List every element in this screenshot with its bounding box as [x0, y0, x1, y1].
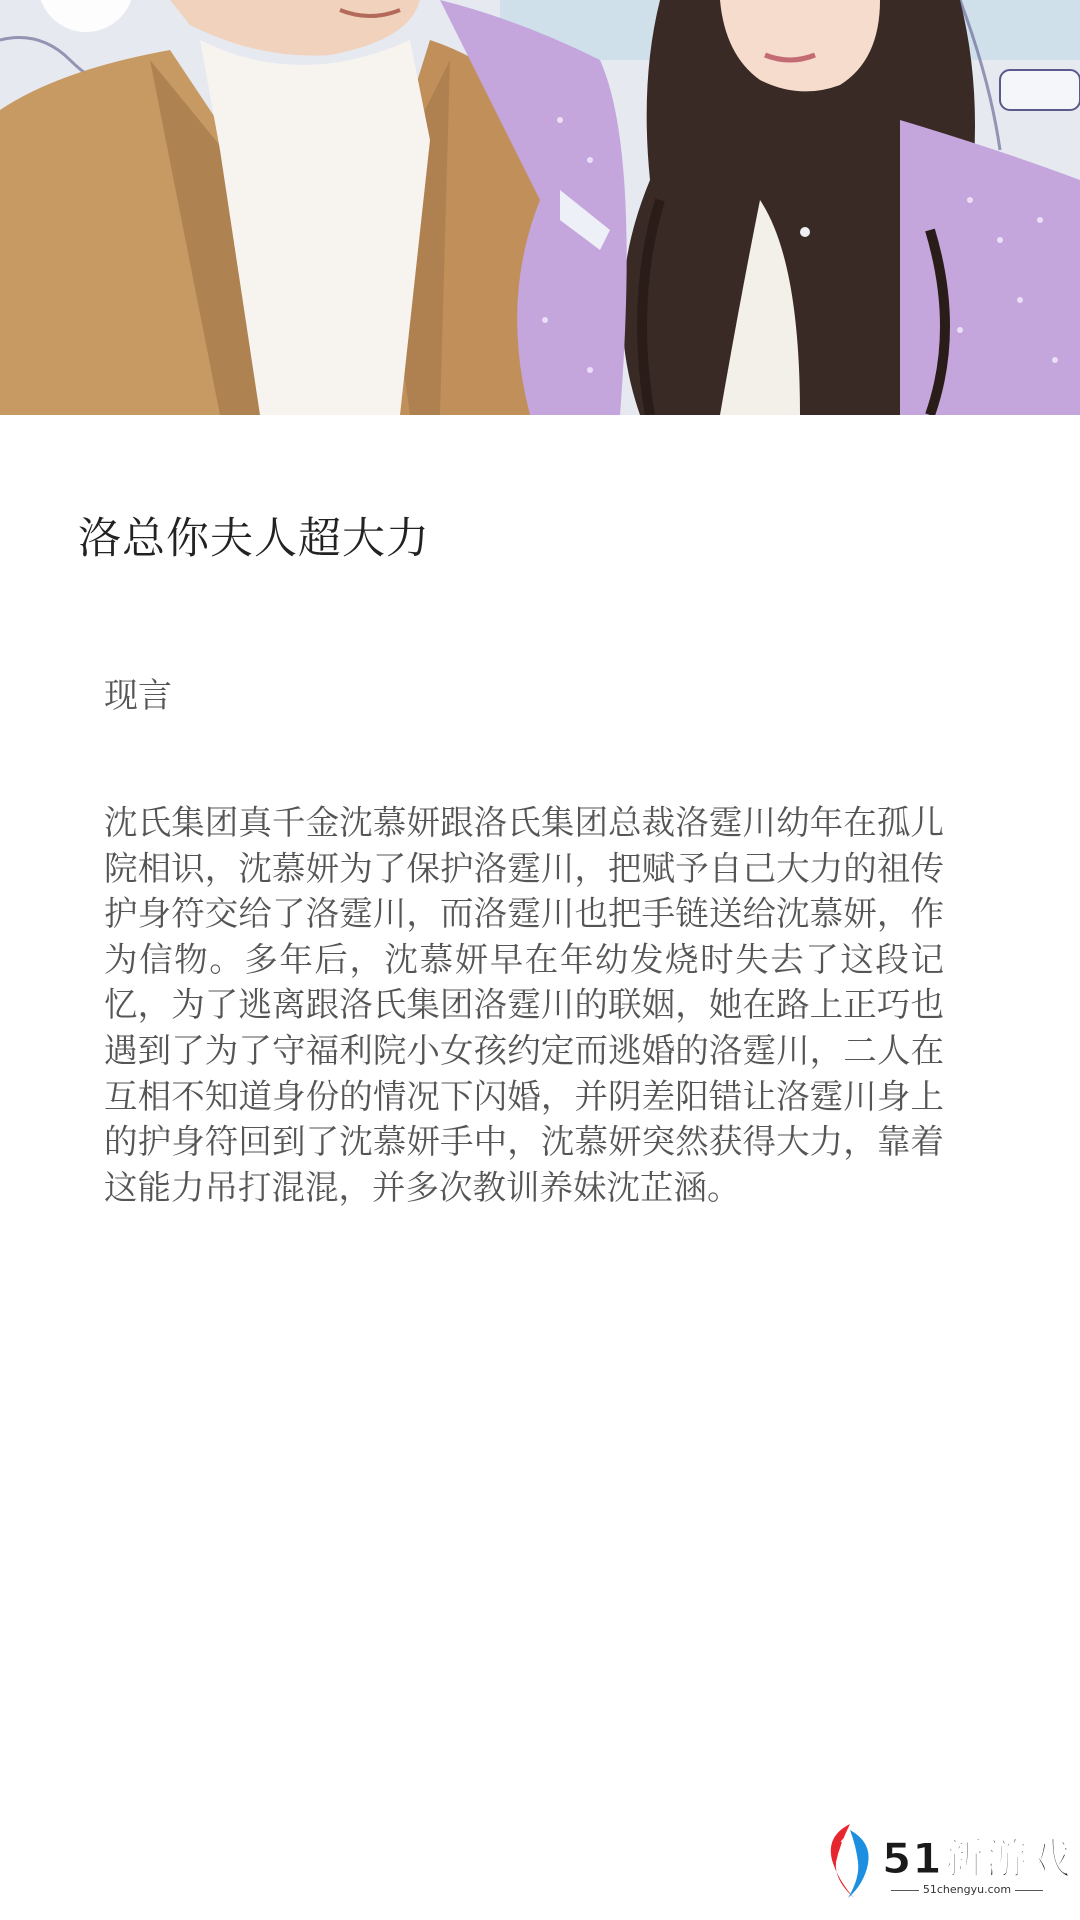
drama-title: 洛总你夫人超大力 [78, 514, 430, 564]
watermark-domain: 51chengyu.com [882, 1883, 1052, 1896]
genre-tag: 现言 [104, 676, 172, 716]
site-logo-icon [820, 1820, 880, 1902]
site-watermark [820, 1820, 1072, 1902]
drama-synopsis: 沈氏集团真千金沈慕妍跟洛氏集团总裁洛霆川幼年在孤儿院相识，沈慕妍为了保护洛霆川，把赋予自己大力的祖传护身符交给了洛霆川，而洛霆川也把手链送给沈慕妍，作为信物。多年后，沈慕妍早在年幼发烧时失去了这段记忆，为了逃离跟洛氏集团洛霆川的联姻，她在路上正巧也遇到了为了守福利院小女孩约定而逃婚的洛霆川，二人在互相不知道身份的情况下闪婚，并阴差阳错让洛霆川身上的护身符回到了沈慕妍手中，沈慕妍突然获得大力，靠着这能力吊打混混，并多次教训养妹沈芷涵。 [104, 803, 944, 1207]
drama-poster-image [0, 0, 1080, 415]
poster-illustration [0, 0, 1080, 415]
watermark-brand: 51新游戏 [882, 1834, 1072, 1883]
